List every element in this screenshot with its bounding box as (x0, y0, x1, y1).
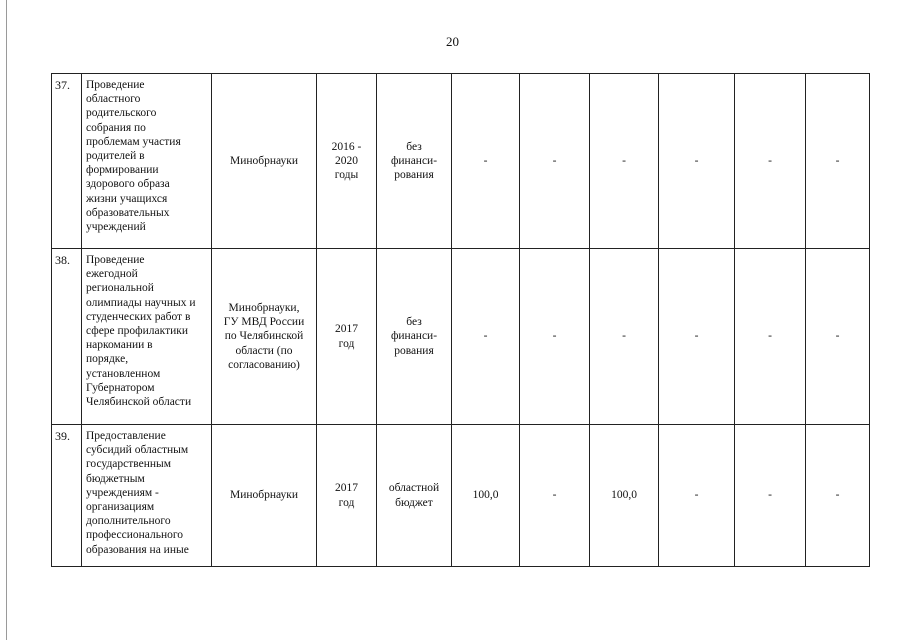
page-number: 20 (446, 34, 459, 49)
table-row (52, 249, 870, 425)
funding-source-cell: областной бюджет (377, 425, 452, 567)
funding-source-cell: без финанси- рования (377, 249, 452, 425)
value-cell: - (590, 74, 659, 249)
executor-cell: Минобрнауки (212, 74, 317, 249)
value-cell: - (520, 74, 590, 249)
value-cell: - (520, 425, 590, 567)
table-row (52, 74, 870, 249)
row-number: 39. (52, 425, 82, 567)
value-cell: - (735, 249, 806, 425)
value-cell: - (735, 74, 806, 249)
value-cell: 100,0 (452, 425, 520, 567)
executor-cell: Минобрнауки, ГУ МВД России по Челябинской области (по согласованию) (212, 249, 317, 425)
value-cell: - (659, 425, 735, 567)
value-cell: - (590, 249, 659, 425)
value-cell: - (806, 74, 870, 249)
value-cell: - (735, 425, 806, 567)
row-number: 37. (52, 74, 82, 249)
table-row (52, 425, 870, 567)
funding-source-cell: без финанси- рования (377, 74, 452, 249)
activity-name: Проведение областного родительского собрания по проблемам участия родителей в формировании здорового образа жизни учащихся образовательных учреждений (82, 74, 212, 249)
value-cell: - (659, 74, 735, 249)
executor-cell: Минобрнауки (212, 425, 317, 567)
value-cell: - (520, 249, 590, 425)
value-cell: - (806, 425, 870, 567)
program-activities-table (51, 73, 870, 567)
term-cell: 2016 - 2020 годы (317, 74, 377, 249)
term-cell: 2017 год (317, 249, 377, 425)
value-cell: - (452, 74, 520, 249)
row-number: 38. (52, 249, 82, 425)
value-cell: - (659, 249, 735, 425)
page-edge-line (6, 0, 7, 640)
activity-name: Предоставление субсидий областным государственным бюджетным учреждениям - организациям дополнительного профессионального образования на иные (82, 425, 212, 567)
activity-name: Проведение ежегодной региональной олимпиады научных и студенческих работ в сфере профилактики наркомании в порядке, установленном Губернатором Челябинской области (82, 249, 212, 425)
value-cell: - (806, 249, 870, 425)
value-cell: - (452, 249, 520, 425)
value-cell: 100,0 (590, 425, 659, 567)
term-cell: 2017 год (317, 425, 377, 567)
